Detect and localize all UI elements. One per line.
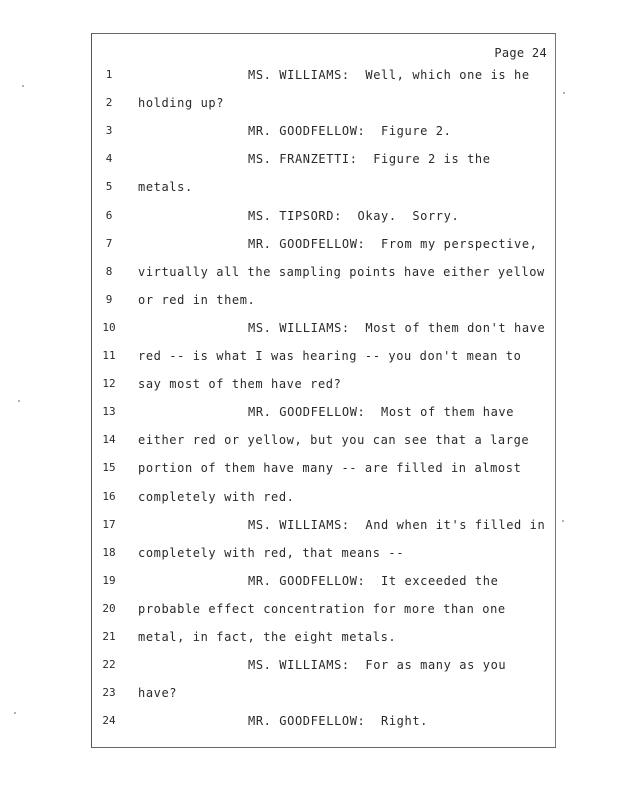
scan-speck — [22, 85, 24, 87]
line-number: 10 — [102, 320, 116, 334]
line-number: 15 — [102, 461, 116, 475]
line-text: MS. WILLIAMS: For as many as you — [248, 658, 507, 673]
line-text: MS. WILLIAMS: Well, which one is he — [248, 68, 530, 82]
transcript-line — [92, 265, 557, 285]
line-text: metals. — [138, 180, 193, 195]
line-text: MS. WILLIAMS: And when it's filled in — [248, 517, 546, 532]
line-number: 18 — [102, 545, 116, 559]
transcript-line — [92, 124, 557, 144]
transcript-line — [92, 377, 557, 397]
line-text: completely with red, that means -- — [138, 545, 405, 560]
line-text: MR. GOODFELLOW: From my perspective, — [248, 236, 538, 251]
line-number: 4 — [105, 152, 113, 166]
line-number: 21 — [102, 630, 116, 643]
transcript-line — [92, 490, 557, 510]
line-text: either red or yellow, but you can see that a large — [138, 433, 530, 448]
line-number: 17 — [102, 517, 116, 531]
transcript-line — [92, 209, 557, 229]
transcript-line — [92, 518, 557, 538]
line-number: 9 — [105, 292, 113, 306]
transcript-line — [92, 68, 557, 88]
scan-speck — [562, 520, 564, 522]
transcript-line — [92, 321, 557, 341]
line-text: MR. GOODFELLOW: It exceeded the — [248, 573, 499, 588]
line-text: probable effect concentration for more than one — [138, 601, 506, 616]
transcript-line — [92, 405, 557, 425]
line-number: 20 — [102, 601, 116, 615]
scan-speck — [18, 400, 20, 402]
line-number: 16 — [102, 489, 116, 503]
line-text: MS. TIPSORD: Okay. Sorry. — [248, 208, 460, 223]
line-number: 12 — [102, 377, 116, 391]
line-number: 11 — [102, 349, 116, 362]
transcript-line — [92, 461, 557, 481]
line-text: virtually all the sampling points have either yellow — [138, 264, 545, 279]
line-number: 6 — [105, 208, 113, 222]
scan-speck — [14, 712, 16, 714]
transcript-line — [92, 658, 557, 678]
transcript-line — [92, 96, 557, 116]
line-text: have? — [138, 686, 178, 701]
line-text: MS. FRANZETTI: Figure 2 is the — [248, 152, 491, 167]
line-number: 13 — [102, 405, 116, 419]
transcript-line — [92, 433, 557, 453]
transcript-line — [92, 293, 557, 313]
line-text: MR. GOODFELLOW: Right. — [248, 714, 428, 729]
line-text: metal, in fact, the eight metals. — [138, 630, 397, 644]
line-number: 22 — [102, 658, 116, 672]
line-text: portion of them have many -- are filled in almost — [138, 461, 522, 476]
line-number: 24 — [102, 714, 116, 728]
line-text: or red in them. — [138, 292, 256, 307]
line-text: completely with red. — [138, 489, 295, 504]
transcript-line — [92, 349, 557, 369]
line-number: 5 — [105, 180, 113, 194]
scan-speck — [563, 92, 565, 94]
transcript-line — [92, 602, 557, 622]
transcript-line — [92, 630, 557, 650]
line-text: red -- is what I was hearing -- you don't mean to — [138, 349, 522, 363]
line-number: 14 — [102, 433, 116, 447]
line-number: 19 — [102, 573, 116, 587]
transcript-line — [92, 180, 557, 200]
transcript-line — [92, 546, 557, 566]
line-text: say most of them have red? — [138, 377, 342, 392]
line-number: 8 — [105, 264, 113, 278]
line-number: 1 — [105, 68, 113, 81]
transcript-line — [92, 574, 557, 594]
page-number: Page 24 — [494, 46, 547, 60]
line-number: 3 — [105, 124, 113, 138]
line-text: MR. GOODFELLOW: Most of them have — [248, 405, 515, 420]
transcript-line — [92, 686, 557, 706]
line-number: 23 — [102, 686, 116, 700]
transcript-line — [92, 714, 557, 734]
line-number: 7 — [105, 236, 113, 250]
line-text: MS. WILLIAMS: Most of them don't have — [248, 320, 546, 335]
line-text: MR. GOODFELLOW: Figure 2. — [248, 124, 452, 139]
transcript-line — [92, 152, 557, 172]
transcript-page — [91, 33, 556, 748]
transcript-line — [92, 237, 557, 257]
line-number: 2 — [105, 96, 113, 110]
line-text: holding up? — [138, 96, 225, 111]
